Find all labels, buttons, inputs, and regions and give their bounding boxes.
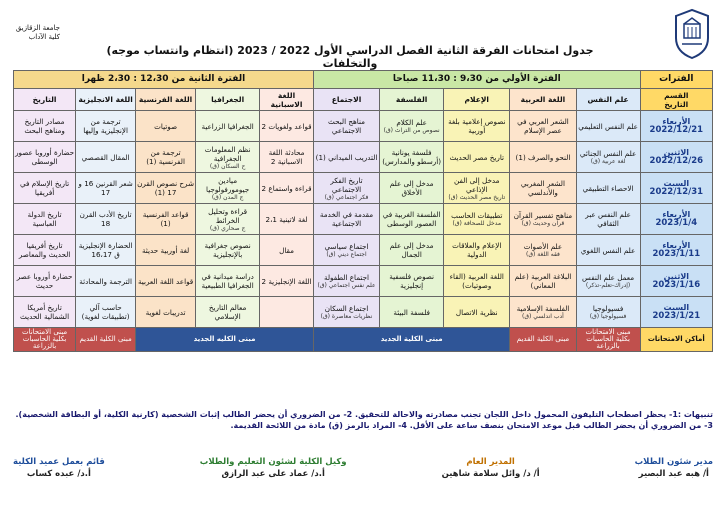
subject-name: شرح نصوص القرن 17 (1)	[137, 179, 195, 197]
subject-name: الفلسفة الإسلامية	[516, 304, 570, 313]
date-value: 2022/12/21	[649, 125, 704, 135]
exam-subject-cell	[136, 111, 196, 142]
subject-name: تاريخ الأدب القرن 18	[79, 210, 132, 228]
location-cell: مبنى الكلية القديم	[510, 328, 576, 352]
subject-name: الإعلام والعلاقات الدولية	[452, 241, 502, 259]
subject-name: حضارة أوروبا عصور الوسطى	[15, 148, 75, 166]
day-date-cell	[640, 111, 712, 142]
location-cell: مبنى الامتحانات بكلية الحاسبات بالزراعة	[14, 328, 76, 352]
subject-note: ح السكان (ق)	[209, 162, 246, 170]
exam-subject-cell	[76, 204, 136, 235]
subject-name: التدريب الميداني (1)	[315, 152, 378, 162]
subject-name: علم الكلام	[396, 118, 427, 127]
exam-subject-cell	[136, 266, 196, 297]
exam-subject-cell	[444, 235, 510, 266]
subject-name: علم الأصوات	[523, 242, 563, 251]
exam-subject-cell	[76, 297, 136, 328]
exam-subject-cell	[14, 297, 76, 328]
subject-name: قواعد اللغة العربية	[137, 276, 194, 286]
exam-subject-cell	[196, 297, 260, 328]
subject-note: نظريات معاصرة (ق)	[320, 313, 373, 320]
subject-note: ج المدن (ق)	[211, 193, 244, 201]
exam-subject-cell	[380, 111, 444, 142]
location-cell: مبنى الكلية الجديد	[313, 328, 509, 352]
exam-subject-cell	[576, 297, 640, 328]
subject-name: فلسفة البيئة	[393, 307, 430, 317]
schedule-row	[14, 297, 713, 328]
exam-subject-cell	[510, 111, 576, 142]
exam-subject-cell	[313, 111, 379, 142]
page-title: جدول امتحانات الفرقة الثانية الفصل الدراسي الأول 2022 / 2023 (انتظام وانتساب موجه) والتخلفات	[106, 44, 594, 70]
subject-name: صوتيات	[154, 121, 178, 131]
department-header: التاريخ	[14, 89, 76, 111]
subject-name: مدخل إلى علم الأخلاق	[389, 179, 434, 197]
university-name	[6, 24, 60, 42]
subject-note: تاريخ مصر الحديث (ق)	[448, 193, 506, 201]
department-header: اللغة الفرنسية	[136, 89, 196, 111]
subject-name: مناهج البحث الاجتماعي	[328, 117, 365, 135]
exam-subject-cell	[313, 173, 379, 204]
exam-subject-cell	[260, 111, 314, 142]
subject-name: الجغرافيا الزراعية	[201, 121, 254, 131]
exam-subject-cell	[14, 266, 76, 297]
schedule-row	[14, 142, 713, 173]
location-cell: مبنى الكلية القديم	[76, 328, 136, 352]
exam-subject-cell	[14, 173, 76, 204]
subject-name: نصوص فلسفية إنجليزية	[389, 272, 435, 290]
exam-subject-cell	[76, 173, 136, 204]
subject-name: ترجمة من الإنجليزية وإليها	[83, 117, 128, 135]
day-label: الاثنين	[663, 148, 690, 157]
locations-label: أماكن الامتحانات	[640, 328, 712, 352]
day-date-cell	[640, 173, 712, 204]
subject-name: قراءة وتحليل الخرائط	[208, 206, 248, 225]
subject-name: المقال القصصي	[81, 152, 130, 162]
exam-subject-cell	[444, 173, 510, 204]
subject-name: تاريخ الدولة العباسية	[27, 210, 62, 228]
exam-subject-cell	[380, 173, 444, 204]
schedule-table	[13, 70, 713, 352]
subject-name: شعر القرنين 16 و 17	[78, 179, 133, 197]
exam-subject-cell	[14, 142, 76, 173]
subject-name: لغة لاتينية 2،1	[265, 214, 308, 224]
exam-subject-cell	[510, 266, 576, 297]
subject-name: اجتماع السكان	[324, 304, 369, 313]
exam-subject-cell	[196, 204, 260, 235]
subject-name: معالم التاريخ الإسلامي	[208, 303, 247, 321]
day-date-cell	[640, 204, 712, 235]
exam-subject-cell	[444, 111, 510, 142]
exam-subject-cell	[260, 173, 314, 204]
section-label: القسم	[664, 90, 689, 100]
day-label: السبت	[663, 179, 690, 188]
exam-subject-cell	[510, 142, 576, 173]
exam-subject-cell	[380, 235, 444, 266]
subject-name: اجتماع سياسي	[324, 242, 369, 251]
subject-name: اللغة العربية (القاء وصوتيات)	[449, 272, 504, 290]
exam-subject-cell	[380, 142, 444, 173]
subject-name: الترجمة والمحادثة	[79, 276, 132, 286]
exam-subject-cell	[14, 111, 76, 142]
faculty-label: كلية الآداب	[28, 33, 60, 41]
subject-name: مقال	[279, 245, 294, 255]
exam-subject-cell	[313, 204, 379, 235]
exam-subject-cell	[196, 173, 260, 204]
exam-subject-cell	[260, 297, 314, 328]
exam-subject-cell	[76, 235, 136, 266]
exam-subject-cell	[444, 142, 510, 173]
subject-note: علم نفس اجتماعي (ق)	[317, 282, 376, 289]
exam-subject-cell	[260, 142, 314, 173]
subject-name: تدريبات لغوية	[145, 307, 186, 317]
exam-subject-cell	[313, 266, 379, 297]
exam-subject-cell	[76, 142, 136, 173]
schedule-row	[14, 266, 713, 297]
subject-name: مناهج تفسير القرآن	[513, 211, 573, 220]
subject-name: تطبيقات الحاسب	[451, 211, 503, 220]
signature-general-manager: المدير العام أ/ د/ وائل سلامة شاهين	[441, 457, 540, 479]
first-period-header: الفترة الأولي من 9،30 : 11،30 صباحا	[313, 71, 640, 89]
exam-subject-cell	[313, 235, 379, 266]
day-label: الأربعاء	[662, 117, 691, 126]
location-cell: مبنى الكليه الجديد	[136, 328, 314, 352]
schedule-row	[14, 235, 713, 266]
university-logo-icon	[672, 8, 712, 60]
subject-name: علم النفس التعليمي	[578, 121, 638, 131]
exam-subject-cell	[76, 266, 136, 297]
subject-name: معمل علم النفس	[582, 273, 635, 282]
subject-name: اجتماع الطفولة	[324, 273, 370, 282]
exam-subject-cell	[510, 235, 576, 266]
subject-name: نظرية الاتصال	[455, 307, 498, 317]
subject-name: الفلسفة الغربية في العصور الوسطى	[382, 210, 441, 228]
subject-name: مقدمة في الخدمة الاجتماعية	[319, 210, 374, 228]
subject-note: فسيولوجيا (ق)	[589, 313, 627, 320]
subject-name: النحو والصرف (1)	[515, 152, 571, 162]
day-label: الاثنين	[663, 272, 690, 281]
second-period-header: الفترة الثانية من 12،30 : 2،30 ظهرا	[14, 71, 314, 89]
subject-name: البلاغة العربية (علم المعاني)	[514, 272, 572, 290]
exam-subject-cell	[260, 266, 314, 297]
exam-subject-cell	[136, 204, 196, 235]
subject-name: ترجمة من الفرنسية (1)	[146, 148, 185, 166]
subject-name: تاريخ الإسلام في أفريقيا	[19, 179, 70, 197]
day-label: الأربعاء	[662, 210, 691, 219]
subject-name: الشعر العربي في عصر الإسلام	[517, 117, 569, 135]
signature-dean: قائم بعمل عميد الكلية أ.د/ عبده كساب	[13, 457, 105, 479]
subject-name: حاسب آلي (تطبيقات لغوية)	[81, 303, 130, 321]
subject-note: أدب اندلسي (ق)	[522, 313, 564, 320]
subject-name: تاريخ مصر الحديث	[449, 152, 505, 162]
exam-subject-cell	[14, 235, 76, 266]
subject-note: فكر اجتماعي (ق)	[324, 193, 369, 201]
schedule-row	[14, 111, 713, 142]
department-header: الفلسفة	[380, 89, 444, 111]
subject-name: دراسة ميدانية في الجغرافيا الطبيعية	[201, 272, 254, 290]
subject-name: فسيولوجيا	[592, 304, 624, 313]
subject-name: تاريخ الفكر الاجتماعي	[330, 175, 363, 194]
exam-subject-cell	[313, 142, 379, 173]
exam-subject-cell	[260, 235, 314, 266]
exam-subject-cell	[76, 111, 136, 142]
exam-subject-cell	[196, 111, 260, 142]
subject-name: مصادر التاريخ ومناهج البحث	[24, 117, 65, 135]
exam-subject-cell	[380, 204, 444, 235]
exam-subject-cell	[380, 297, 444, 328]
subject-name: علم النفس عبر الثقافي	[585, 210, 631, 228]
department-header: اللغة العربية	[510, 89, 576, 111]
location-cell: مبنى الامتحانات بكلية الحاسبات بالزراعة	[576, 328, 640, 352]
day-label: السبت	[663, 303, 690, 312]
subject-name: الشعر المغربي والأندلسي	[520, 179, 565, 197]
department-header: الاجتماع	[313, 89, 379, 111]
department-header: اللغة الانجليزية	[76, 89, 136, 111]
locations-row	[14, 328, 713, 352]
exam-subject-cell	[136, 173, 196, 204]
subject-name: علم النفس اللغوي	[580, 245, 636, 255]
schedule-row	[14, 173, 713, 204]
subject-note: لغة عربية (ق)	[590, 158, 626, 165]
subject-note: (إدراك-تعلم-تذكر)	[585, 282, 631, 289]
subject-name: مدخل إلى الفن الإذاعي	[453, 175, 500, 194]
subject-name: نصوص إعلامية بلغة أوربية	[448, 117, 506, 135]
exam-subject-cell	[444, 297, 510, 328]
exam-subject-cell	[196, 266, 260, 297]
subject-name: الاحصاء التطبيقي	[582, 183, 634, 193]
date-value: 2023/1/16	[652, 280, 701, 290]
exam-subject-cell	[576, 235, 640, 266]
exam-subject-cell	[444, 266, 510, 297]
subject-name: الحضارة الإنجليزية ق 16،17	[78, 241, 133, 259]
exam-subject-cell	[576, 111, 640, 142]
department-header: علم النفس	[576, 89, 640, 111]
exam-subject-cell	[444, 204, 510, 235]
university-label: جامعة الزقازيق	[15, 24, 60, 32]
date-value: 2023/1/4	[655, 218, 698, 228]
subject-note: ج صحاري (ق)	[209, 224, 246, 232]
signatures	[13, 456, 713, 480]
subject-name: اللغة الإنجليزية 2	[261, 276, 312, 286]
date-value: 2022/12/31	[649, 187, 704, 197]
exam-subject-cell	[313, 297, 379, 328]
subject-name: حضارة أوروبا عصر حديث	[16, 272, 73, 290]
schedule-row	[14, 204, 713, 235]
exam-subject-cell	[260, 204, 314, 235]
subject-note: نصوص من التراث (ق)	[383, 127, 440, 134]
department-header: الجغرافيا	[196, 89, 260, 111]
day-label: الأربعاء	[662, 241, 691, 250]
day-date-cell	[640, 235, 712, 266]
date-label: التاريخ	[664, 99, 689, 109]
corner-cell	[640, 89, 712, 111]
subject-name: مدخل إلى علم الجمال	[389, 241, 434, 259]
exam-subject-cell	[510, 173, 576, 204]
subject-name: نظم المعلومات الجغرافية	[204, 144, 251, 163]
exam-subject-cell	[136, 142, 196, 173]
date-value: 2023/1/21	[652, 311, 701, 321]
day-date-cell	[640, 297, 712, 328]
subject-name: نصوص جغرافية بالإنجليزية	[204, 241, 251, 259]
exam-subject-cell	[196, 142, 260, 173]
exam-subject-cell	[510, 297, 576, 328]
periods-label: الفترات	[640, 71, 712, 89]
department-header: اللغة الاسبانية	[260, 89, 314, 111]
signature-vice-dean: وكيل الكلية لشئون التعليم والطلاب أ.د/ عماد على عبد الرازق	[199, 457, 347, 479]
exam-subject-cell	[14, 204, 76, 235]
exam-subject-cell	[136, 235, 196, 266]
subject-note: قرآن وحديث (ق)	[521, 220, 565, 227]
day-date-cell	[640, 142, 712, 173]
subject-name: قواعد الفرنسية (1)	[142, 210, 189, 228]
notes: تنبيهات :1- يحظر اصطحاب التليفون المحمول داخل اللجان تجنب مصادرته والاحالة للتحقيق. 2- من الضروري أن يحضر الطالب إثبات الشخصية (كارنية الكلية، أو البطاقة الشخصية). 3- من الضروري أن يحضر الطالب قبل موعد الامتحان بنصف ساعة على الأقل. 4- المراد بالرمز (ق) مادة من اللائحة القديمة.	[15, 410, 713, 430]
exam-subject-cell	[576, 266, 640, 297]
exam-subject-cell	[576, 173, 640, 204]
subject-name: تاريخ أفريقيا الحديث والمعاصر	[18, 241, 71, 259]
subject-note: مدخل للصحافة (ق)	[452, 220, 502, 227]
date-value: 2022/12/26	[649, 156, 704, 166]
departments-header-row	[14, 89, 713, 111]
subject-name: قواعد ولغويات 2	[261, 121, 312, 131]
day-date-cell	[640, 266, 712, 297]
signature-students-affairs: مدير شئون الطلاب أ/ هبه عبد البصير	[634, 457, 713, 479]
exam-subject-cell	[510, 204, 576, 235]
exam-subject-cell	[196, 235, 260, 266]
exam-subject-cell	[136, 297, 196, 328]
subject-name: محادثة اللغة الاسبانية 2	[268, 148, 305, 166]
department-header: الإعلام	[444, 89, 510, 111]
subject-name: ميادين جيومورفولوجيا	[206, 175, 250, 194]
subject-name: فلسفة يونانية (أرسطو والمدارس)	[382, 148, 442, 166]
exam-subject-cell	[380, 266, 444, 297]
exam-subject-cell	[576, 142, 640, 173]
subject-name: تاريخ أمريكا الشمالية الحديث	[20, 303, 70, 321]
subject-name: قراءة واستماع 2	[261, 183, 312, 193]
date-value: 2023/1/11	[652, 249, 701, 259]
subject-note: فقه اللغة (ق)	[526, 251, 560, 258]
exam-subject-cell	[576, 204, 640, 235]
subject-name: علم النفس الجنائي	[579, 149, 637, 158]
subject-name: لغة أوربية حديثة	[141, 245, 190, 255]
subject-note: اجتماع ديني (ق)	[326, 251, 367, 258]
